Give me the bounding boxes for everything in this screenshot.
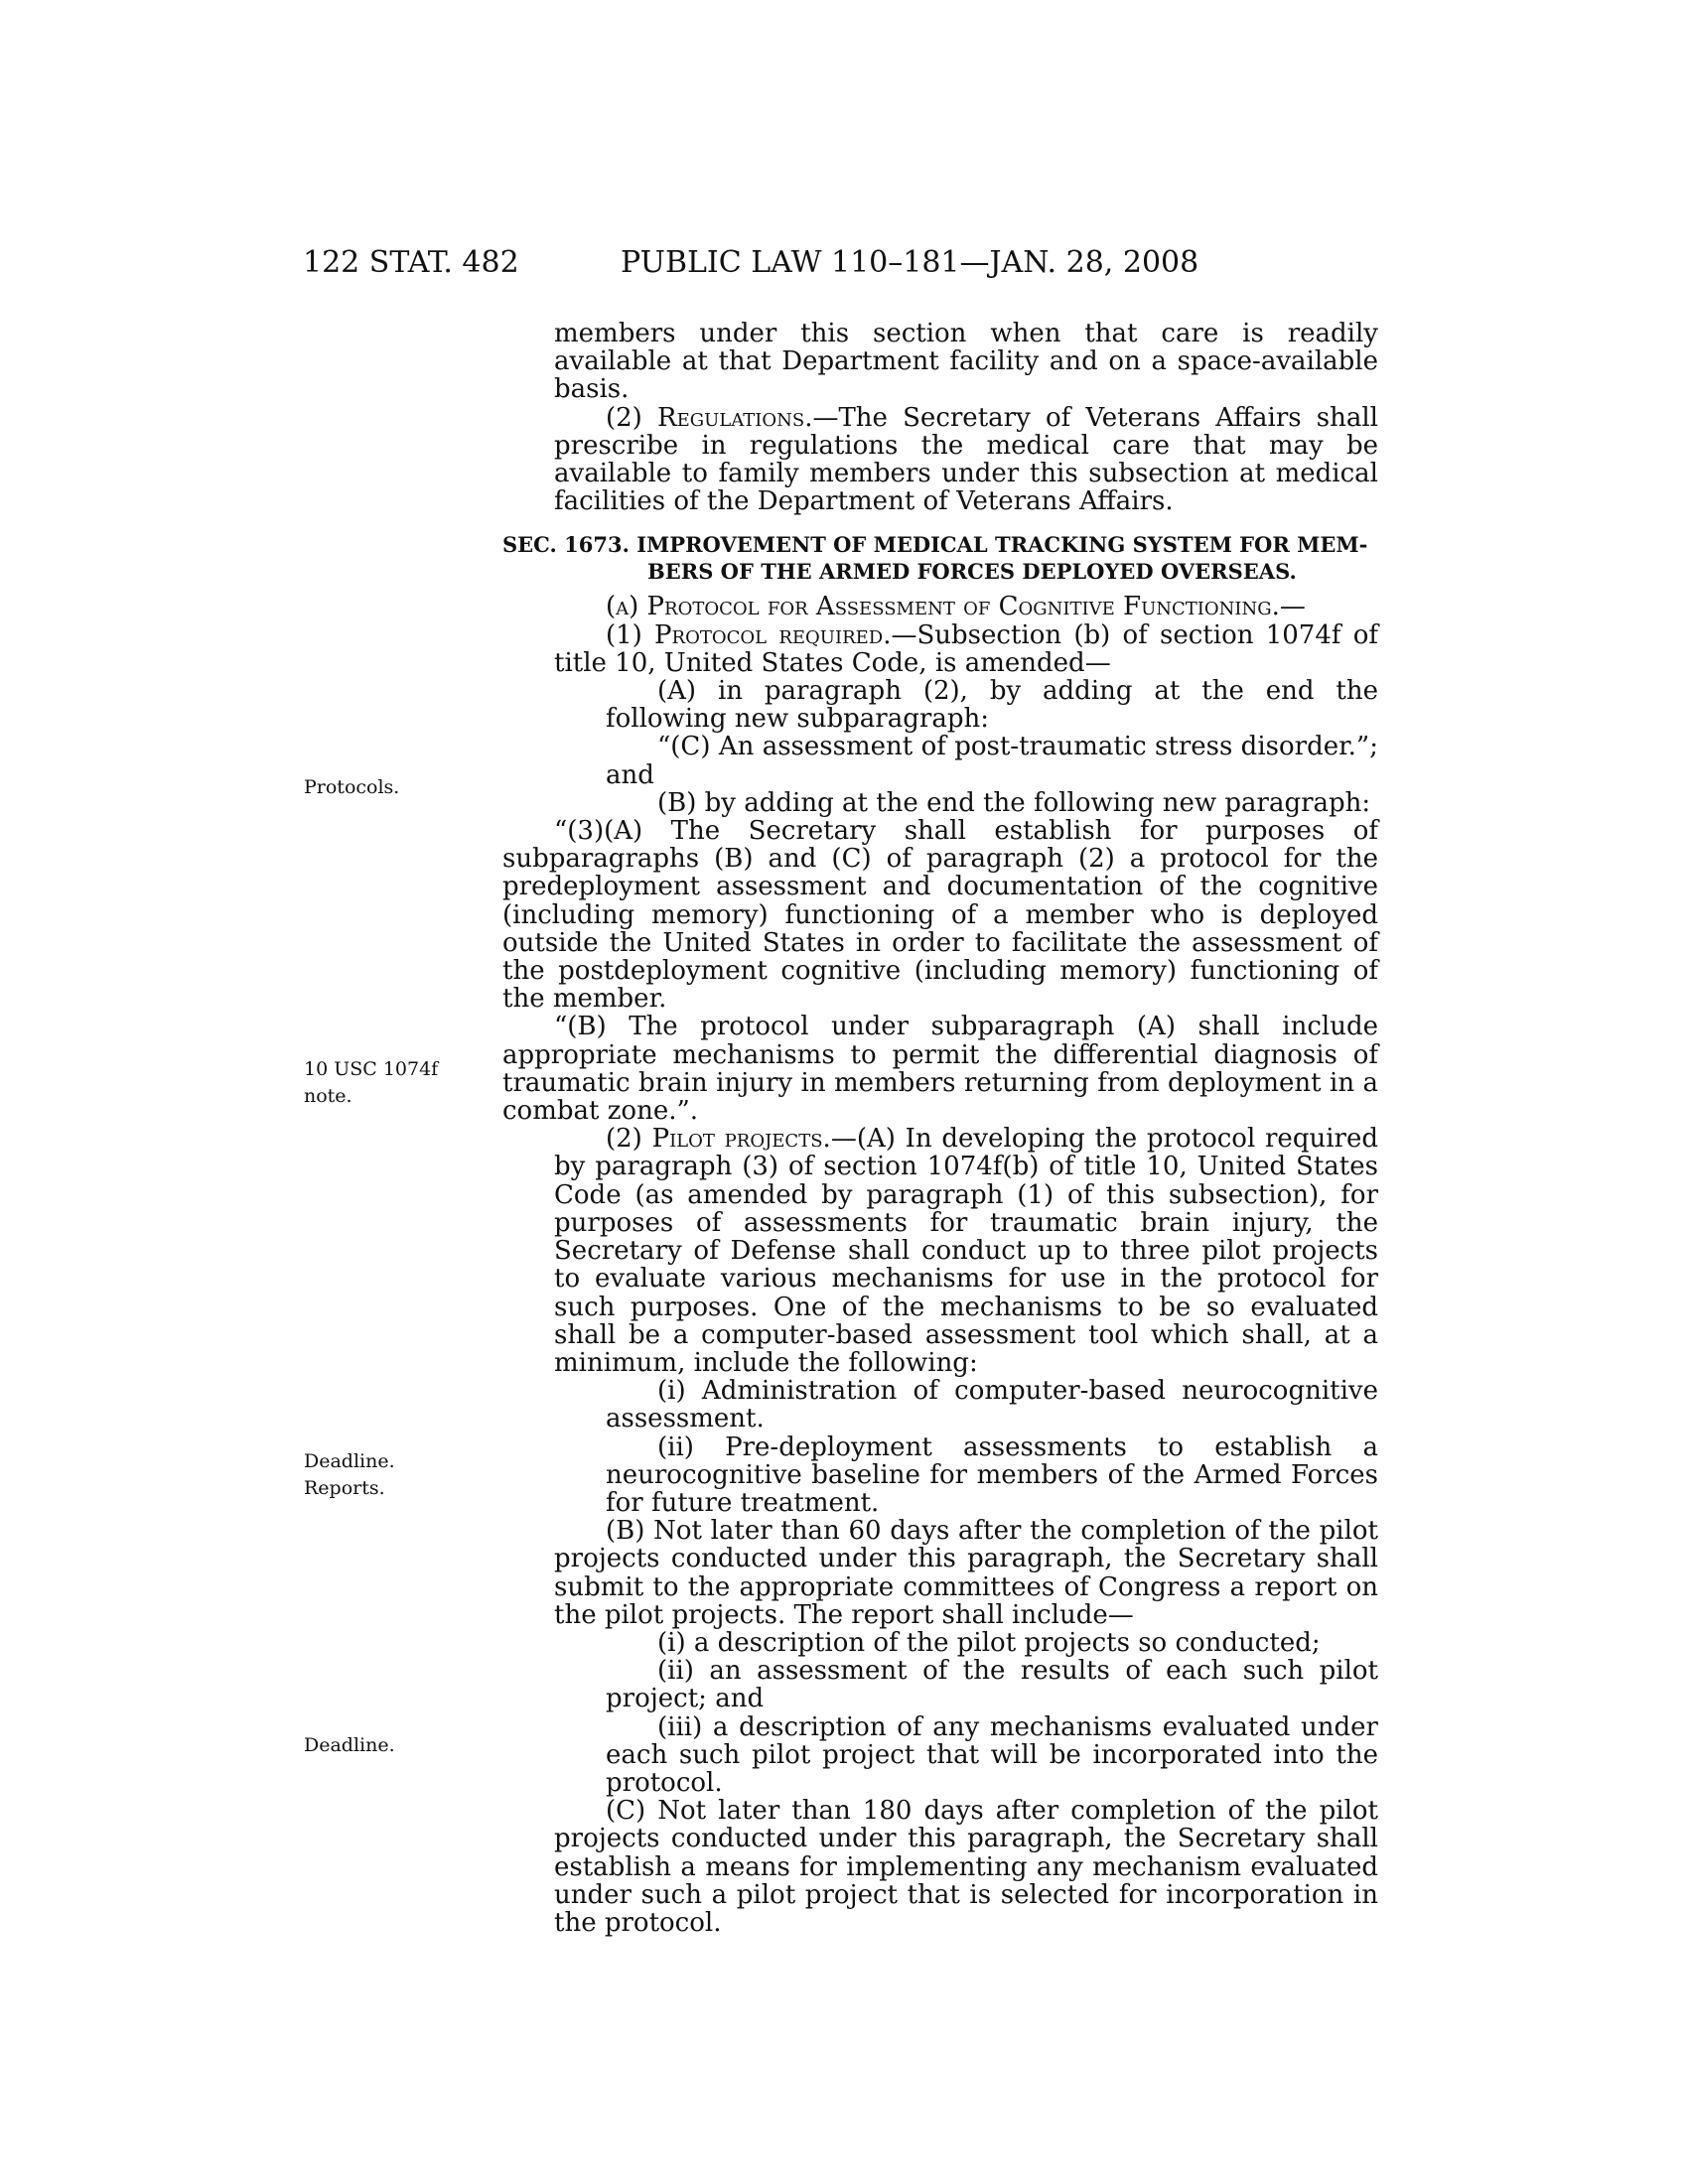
section-heading-line2: BERS OF THE ARMED FORCES DEPLOYED OVERSEAS. (647, 559, 1297, 585)
margin-note-deadline-reports: Deadline. Reports. (304, 1450, 395, 1499)
quoted-subparagraph-c: “(C) An assessment of post-traumatic stress disorder.”; and (606, 732, 1378, 790)
margin-note-protocols: Protocols. (304, 776, 400, 798)
paragraph-pilot-projects (554, 1125, 1378, 1377)
paragraph-protocol-required (554, 621, 1378, 677)
quoted-paragraph-3a: “(3)(A) The Secretary shall establish for purposes of subparagraphs (B) and (C) of paragraph (2) a protocol for the predeployment assessment and documentation of the cognitive (including memory) functioning of a member who is deployed outside the United States in order to facilitate the assessment of the postdeployment cognitive (including memory) functioning of the member. (502, 816, 1378, 1015)
subparagraph-b-report: (B) Not later than 60 days after the completion of the pilot projects conducted under this paragraph, the Secretary shall submit to the appropriate committees of Congress a report on the pilot projects. The report shall include— (554, 1516, 1378, 1630)
running-header: PUBLIC LAW 110–181—JAN. 28, 2008 (621, 245, 1199, 280)
subparagraph-b: (B) by adding at the end the following new paragraph: (657, 787, 1371, 818)
quoted-paragraph-3b: “(B) The protocol under subparagraph (A) shall include appropriate mechanisms to permit the differential diagnosis of traumatic brain injury in members returning from deployment in a combat zone.”. (502, 1012, 1378, 1127)
paragraph-text: —The Secretary of Veterans Affairs shall prescribe in regulations the medical care that may be available to family members under this subsection at medical facilities of the Department of Veterans Affairs. (554, 402, 1378, 517)
subparagraph-a: (A) in paragraph (2), by adding at the end the following new subparagraph: (606, 676, 1378, 735)
paragraph-label: (2) Regulations. (606, 402, 813, 433)
paragraph-label: (2) Pilot projects. (606, 1124, 831, 1155)
paragraph-text: —(A) In developing the protocol required by paragraph (3) of section 1074f(b) of title 10, United States Code (as amended by paragraph (1) of this subsection), for purposes of assessments for traumatic brain injury, the Secretary of Defense shall conduct up to three pilot projects to evaluate various mechanisms for use in the protocol for such purposes. One of the mechanisms to be so evaluated shall be a computer-based assessment tool which shall, at a minimum, include the following: (554, 1124, 1378, 1378)
page-citation: 122 STAT. 482 (303, 245, 519, 280)
subsection-heading: (a) Protocol for Assessment of Cognitive Functioning.— (606, 592, 1306, 622)
margin-note-usc: 10 USC 1074f note. (304, 1058, 439, 1107)
paragraph-regulations (554, 404, 1378, 516)
section-heading-line1: SEC. 1673. IMPROVEMENT OF MEDICAL TRACKING SYSTEM FOR MEM- (502, 532, 1368, 558)
margin-note-deadline: Deadline. (304, 1734, 395, 1756)
paragraph-label: (1) Protocol required. (606, 619, 892, 650)
report-clause-ii: (ii) an assessment of the results of each such pilot project; and (606, 1656, 1378, 1714)
section-heading (502, 531, 1378, 585)
report-clause-iii: (iii) a description of any mechanisms evaluated under each such pilot project that will be incorporated into the protocol. (606, 1711, 1378, 1798)
paragraph-continuation: members under this section when that care is readily available at that Department facility and on a space-available basis. (554, 319, 1378, 405)
report-clause-i: (i) a description of the pilot projects so conducted; (657, 1627, 1321, 1658)
clause-i: (i) Administration of computer-based neurocognitive assessment. (606, 1376, 1378, 1434)
paragraph-text: —Subsection (b) of section 1074f of title 10, United States Code, is amended— (554, 619, 1378, 678)
body-text (502, 319, 1378, 1938)
subparagraph-c: (C) Not later than 180 days after completion of the pilot projects conducted under this paragraph, the Secretary shall establish a means for implementing any mechanism evaluated under such a pilot project that is selected for incorporation in the protocol. (554, 1796, 1378, 1938)
clause-ii: (ii) Pre-deployment assessments to establish a neurocognitive baseline for members of the Armed Forces for future treatment. (606, 1432, 1378, 1518)
